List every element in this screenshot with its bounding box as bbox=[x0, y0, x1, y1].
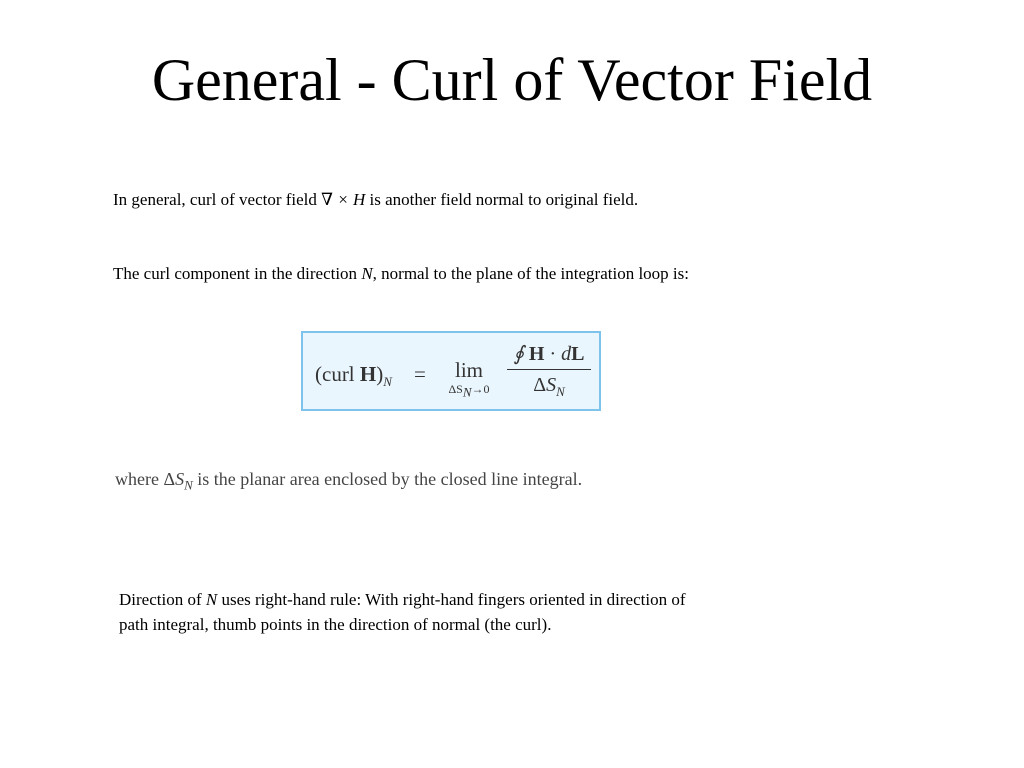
right-hand-rule-text bbox=[119, 587, 685, 637]
curl-component-text bbox=[113, 262, 689, 286]
formula-lhs-close: ) bbox=[376, 362, 384, 386]
contour-integral-sign: ∮ bbox=[513, 343, 529, 365]
formula-denominator bbox=[505, 372, 593, 405]
formula-den-s: S bbox=[546, 374, 557, 396]
formula-lim-word: lim bbox=[454, 358, 483, 382]
formula-lhs bbox=[315, 362, 392, 390]
formula-lhs-h: H bbox=[359, 362, 377, 386]
area-s: S bbox=[175, 469, 185, 489]
formula-num-h: H bbox=[528, 343, 545, 365]
normal-direction-var: N bbox=[361, 264, 373, 283]
curl-component-before: The curl component in the direction bbox=[113, 264, 362, 283]
formula-lim-sub-n: N bbox=[462, 384, 472, 400]
formula-lhs-sub: N bbox=[383, 374, 392, 390]
formula-num-l: L bbox=[571, 343, 585, 365]
area-explanation-after: is the planar area enclosed by the closed line integral. bbox=[192, 469, 583, 489]
right-hand-rule-line-2: path integral, thumb points in the direction of normal (the curl). bbox=[119, 615, 552, 634]
right-hand-rule-var: N bbox=[205, 590, 218, 609]
fraction-bar bbox=[507, 369, 591, 370]
right-hand-rule-after: uses right-hand rule: With right-hand fingers oriented in direction of bbox=[217, 590, 686, 609]
right-hand-rule-line-1 bbox=[119, 587, 685, 612]
formula-den-sub: N bbox=[556, 384, 565, 399]
curl-formula-box bbox=[301, 331, 601, 411]
formula-fraction bbox=[505, 341, 593, 405]
area-explanation-text bbox=[115, 466, 582, 499]
formula-lim-sub-pre: ΔS bbox=[448, 382, 463, 396]
right-hand-rule-before: Direction of bbox=[119, 590, 206, 609]
formula-lim-sub-post: →0 bbox=[471, 382, 490, 396]
curl-definition-before: In general, curl of vector field bbox=[113, 190, 322, 209]
slide-title: General - Curl of Vector Field bbox=[151, 47, 873, 113]
formula-num-dot: · bbox=[544, 343, 562, 365]
formula-limit bbox=[439, 358, 499, 399]
curl-component-after: , normal to the plane of the integration loop is: bbox=[372, 264, 689, 283]
area-explanation-before: where bbox=[115, 469, 164, 489]
curl-symbol: ∇ × H bbox=[321, 190, 366, 209]
formula-numerator bbox=[505, 341, 593, 367]
formula-lhs-open: (curl bbox=[315, 362, 360, 386]
formula-lim-subscript bbox=[439, 382, 499, 399]
area-delta: Δ bbox=[163, 469, 176, 489]
curl-definition-text bbox=[113, 188, 638, 212]
formula-den-delta: Δ bbox=[533, 374, 547, 396]
curl-definition-after: is another field normal to original field. bbox=[365, 190, 639, 209]
formula-num-d: d bbox=[561, 343, 572, 365]
area-sub: N bbox=[184, 477, 193, 493]
formula-equals: = bbox=[414, 362, 426, 386]
